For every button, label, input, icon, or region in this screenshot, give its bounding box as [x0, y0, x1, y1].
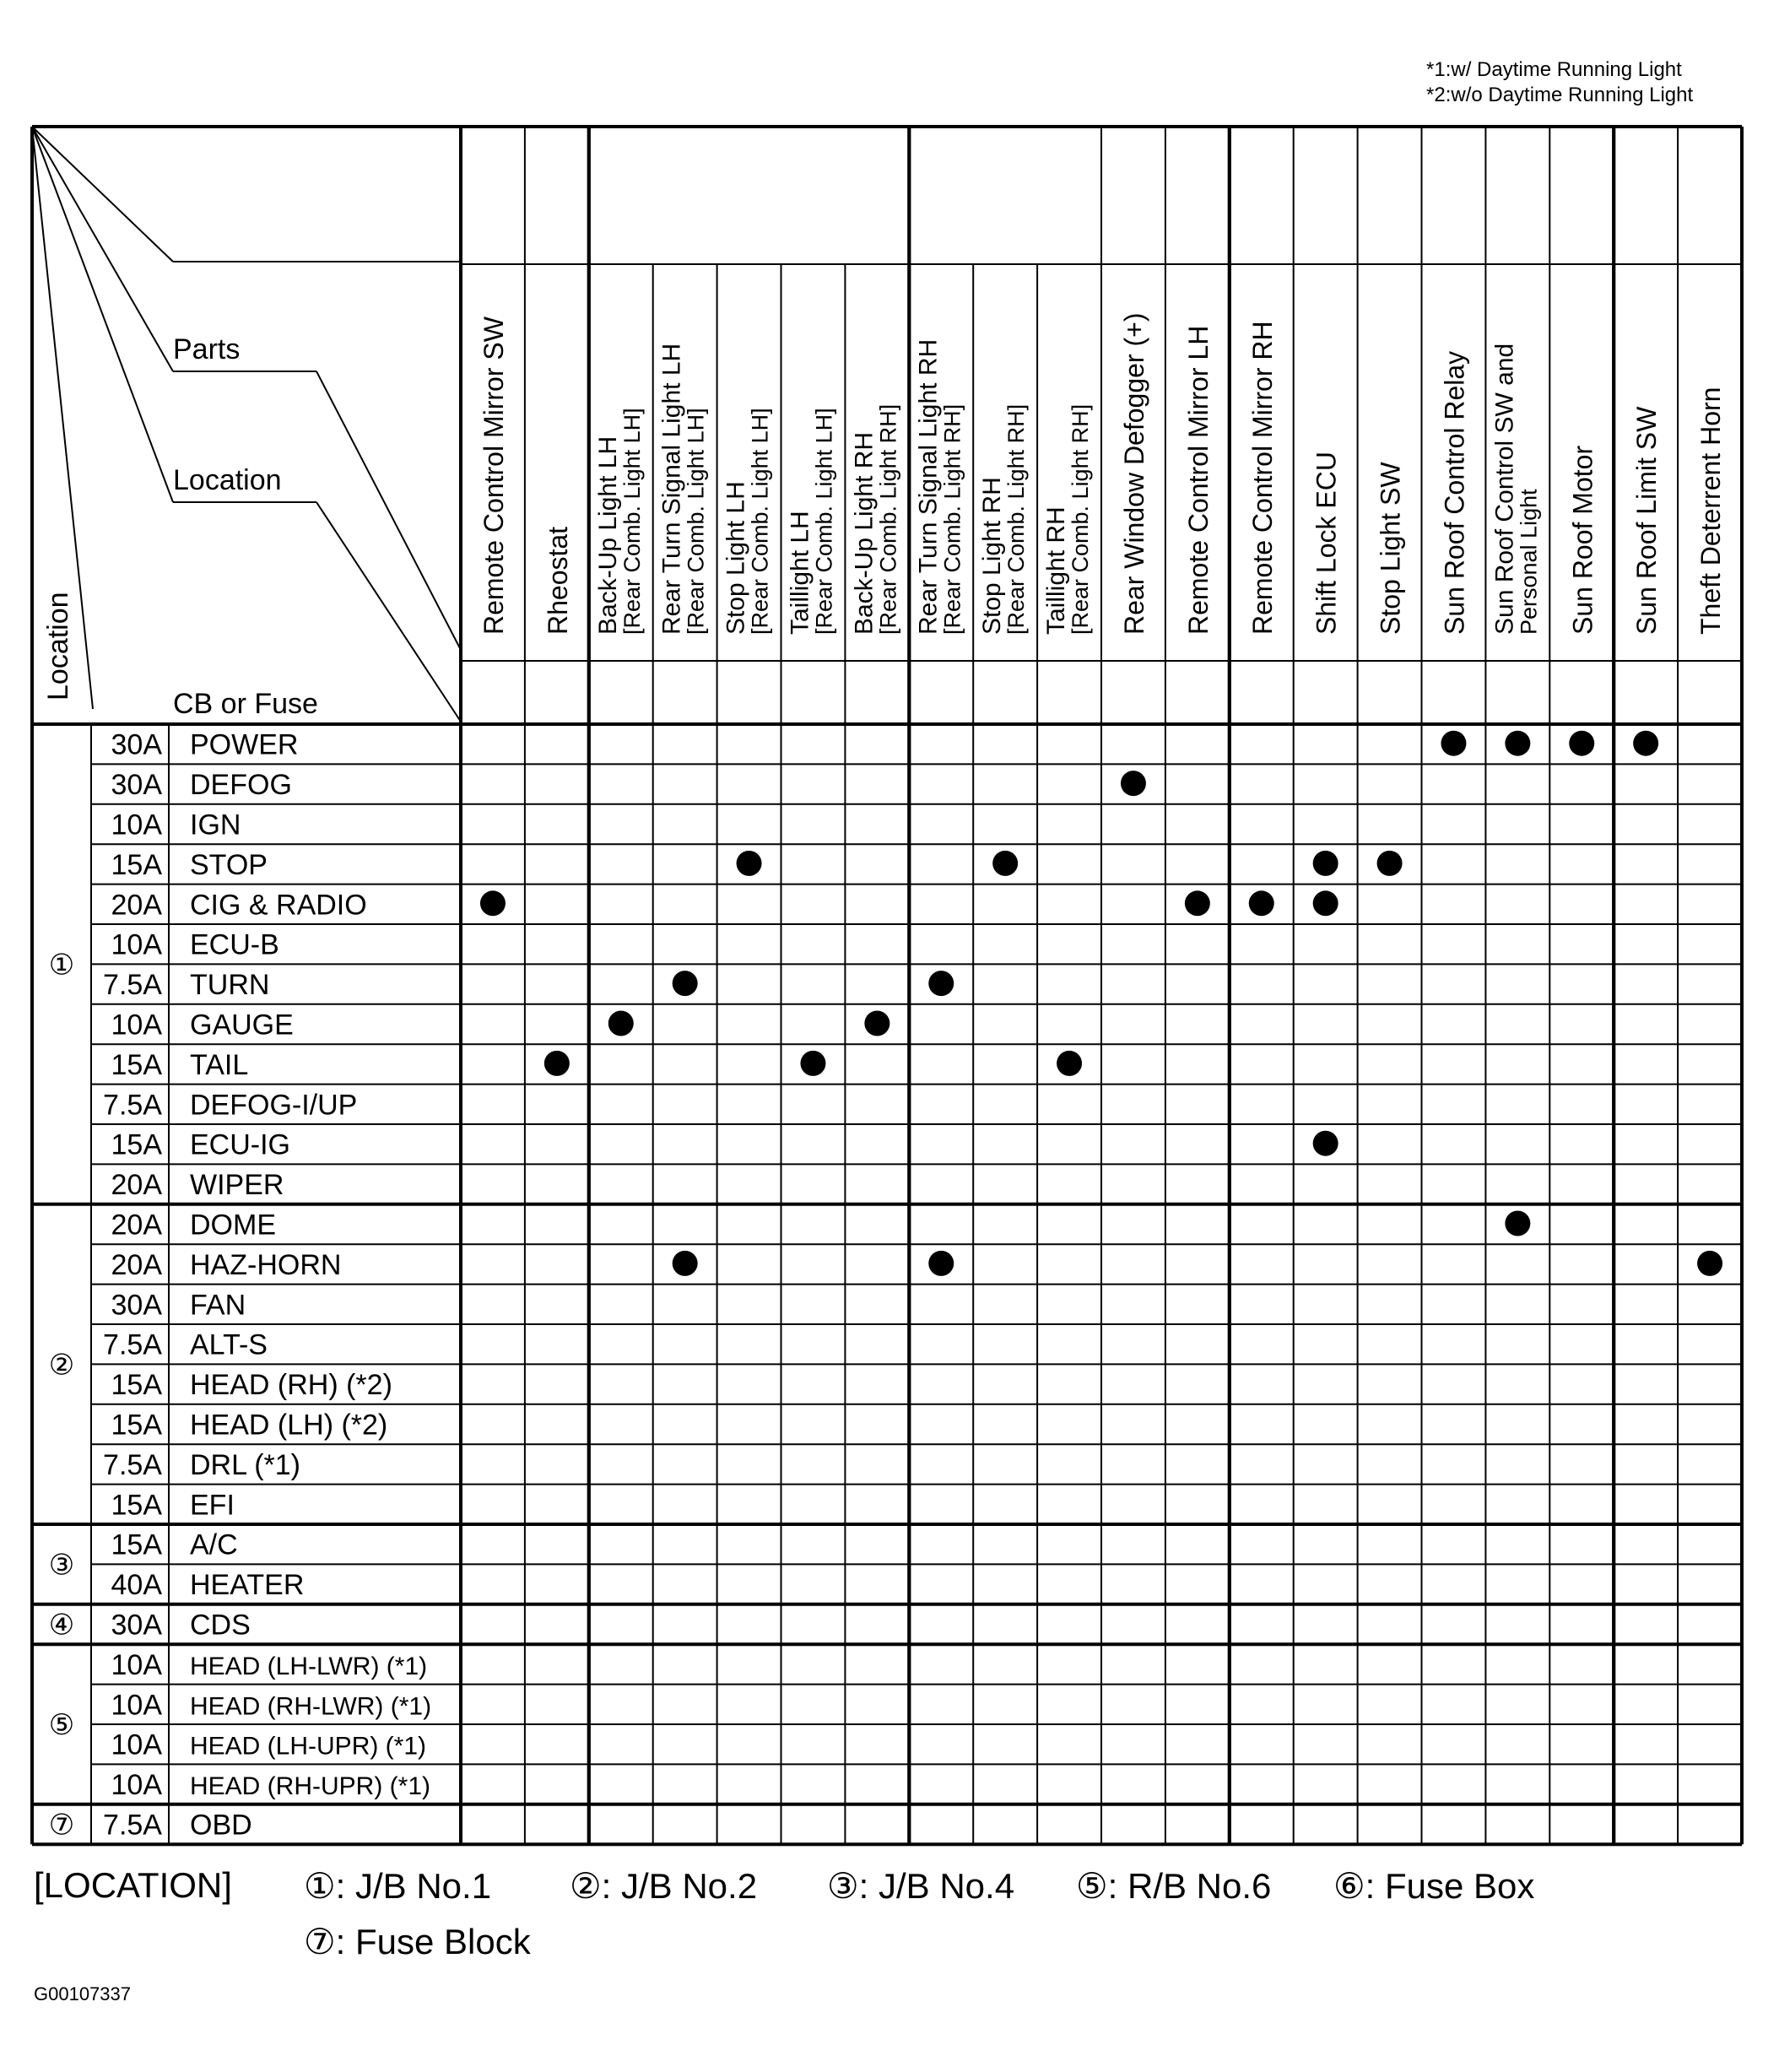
column-header-2: Back-Up Light LH	[593, 435, 622, 635]
column-header-9: Taillight RH	[1042, 506, 1071, 635]
legend-item-jb2: ②: J/B No.2	[570, 1866, 758, 1906]
connection-dot	[1377, 851, 1403, 876]
fuse-amperage: 10A	[111, 1009, 162, 1041]
fuse-name: EFI	[190, 1489, 235, 1522]
fuse-amperage: 7.5A	[103, 969, 162, 1002]
fuse-amperage: 10A	[111, 809, 162, 841]
fuse-name: HEAD (LH-UPR) (*1)	[190, 1732, 427, 1761]
fuse-name: DEFOG	[190, 769, 292, 802]
fuse-name: DOME	[190, 1209, 276, 1242]
column-header-1: Rheostat	[542, 526, 573, 635]
fuse-amperage: 30A	[111, 769, 162, 802]
fuse-amperage: 10A	[111, 1769, 162, 1802]
column-subheader-8: [Rear Comb. Light RH]	[1003, 403, 1030, 635]
location-marker: ②	[48, 1349, 75, 1382]
fuse-amperage: 10A	[111, 1648, 162, 1681]
connection-dot	[1057, 1051, 1082, 1076]
fuse-amperage: 15A	[111, 1528, 162, 1561]
fuse-amperage: 30A	[111, 728, 162, 761]
connection-dot	[1505, 731, 1530, 756]
fuse-name: DRL (*1)	[190, 1448, 300, 1481]
column-header-5: Taillight LH	[786, 511, 814, 635]
fuse-amperage: 40A	[111, 1569, 162, 1602]
column-header-17: Sun Roof Motor	[1567, 445, 1598, 635]
column-header-13: Shift Lock ECU	[1311, 452, 1342, 635]
column-subheader-9: [Rear Comb. Light RH]	[1068, 403, 1094, 635]
fuse-name: HEAD (RH-UPR) (*1)	[190, 1772, 430, 1801]
fuse-name: WIPER	[190, 1169, 284, 1202]
column-header-10: Rear Window Defogger (+)	[1118, 312, 1149, 635]
column-header-18: Sun Roof Limit SW	[1631, 406, 1663, 635]
fuse-amperage: 30A	[111, 1289, 162, 1322]
column-header-11: Remote Control Mirror LH	[1182, 325, 1214, 635]
connection-dot	[1185, 890, 1210, 916]
footnote-1: *1:w/ Daytime Running Light	[1426, 58, 1682, 81]
connection-dot	[1249, 890, 1274, 916]
legend-item-fuse-box: ⑥: Fuse Box	[1333, 1866, 1535, 1906]
column-header-12: Remote Control Mirror RH	[1246, 321, 1278, 635]
connection-dot	[480, 890, 506, 916]
column-subheader-16: Personal Light	[1516, 489, 1542, 635]
fuse-amperage: 15A	[111, 1048, 162, 1081]
fuse-name: POWER	[190, 728, 299, 761]
fuse-amperage: 10A	[111, 928, 162, 961]
connection-dot	[928, 1251, 954, 1276]
legend-item-jb1: ①: J/B No.1	[304, 1866, 492, 1906]
connection-dot	[928, 971, 954, 996]
connection-dot	[1313, 851, 1338, 876]
legend-item-fuse-block: ⑦: Fuse Block	[304, 1922, 531, 1961]
column-subheader-2: [Rear Comb. Light LH]	[619, 408, 645, 635]
fuse-name: IGN	[190, 809, 241, 841]
fuse-name: STOP	[190, 848, 268, 881]
footnote-2: *2:w/o Daytime Running Light	[1426, 84, 1694, 106]
fuse-name: HEAD (RH) (*2)	[190, 1369, 392, 1402]
column-header-6: Back-Up Light RH	[850, 431, 879, 635]
fuse-name: CDS	[190, 1609, 251, 1642]
legend-item-jb4: ③: J/B No.4	[827, 1866, 1015, 1906]
side-location-label: Location	[42, 592, 74, 701]
fuse-name: A/C	[190, 1528, 238, 1561]
column-subheader-4: [Rear Comb. Light LH]	[747, 408, 773, 635]
header-diagonal	[316, 371, 461, 650]
fuse-name: HAZ-HORN	[190, 1248, 342, 1281]
location-marker: ①	[48, 949, 75, 982]
column-header-15: Sun Roof Control Relay	[1439, 350, 1470, 635]
fuse-amperage: 10A	[111, 1689, 162, 1722]
fuse-name: HEATER	[190, 1569, 305, 1602]
fuse-amperage: 15A	[111, 848, 162, 881]
fuse-name: HEAD (LH) (*2)	[190, 1409, 388, 1442]
column-header-16: Sun Roof Control SW and	[1490, 343, 1519, 635]
location-label: Location	[173, 464, 282, 496]
connection-dot	[1505, 1211, 1530, 1236]
column-header-8: Stop Light RH	[978, 477, 1007, 635]
connection-dot	[1569, 731, 1594, 756]
fuse-amperage: 10A	[111, 1728, 162, 1761]
fuse-name: ECU-B	[190, 928, 279, 961]
legend-title: [LOCATION]	[34, 1865, 232, 1905]
connection-dot	[992, 851, 1018, 876]
fuse-name: ECU-IG	[190, 1128, 290, 1161]
fuse-name: HEAD (RH-LWR) (*1)	[190, 1692, 432, 1721]
column-header-0: Remote Control Mirror SW	[478, 316, 509, 635]
fuse-amperage: 7.5A	[103, 1809, 162, 1842]
column-subheader-5: [Rear Comb. Light LH]	[811, 408, 837, 635]
fuse-name: CIG & RADIO	[190, 889, 367, 922]
figure-id: G00107337	[34, 1983, 131, 2004]
column-header-7: Rear Turn Signal Light RH	[914, 338, 943, 635]
connection-dot	[1697, 1251, 1722, 1276]
cb-fuse-label: CB or Fuse	[173, 688, 318, 720]
connection-dot	[737, 851, 762, 876]
column-header-4: Stop Light LH	[722, 481, 750, 635]
connection-dot	[544, 1051, 570, 1076]
fuse-amperage: 20A	[111, 1209, 162, 1242]
fuse-amperage: 20A	[111, 889, 162, 922]
header-diagonal	[32, 127, 173, 502]
location-marker: ⑦	[48, 1809, 75, 1842]
fuse-amperage: 7.5A	[103, 1328, 162, 1361]
connection-dot	[1313, 1131, 1338, 1156]
column-header-14: Stop Light SW	[1375, 462, 1406, 635]
fuse-amperage: 7.5A	[103, 1448, 162, 1481]
connection-dot	[1633, 731, 1658, 756]
column-subheader-3: [Rear Comb. Light LH]	[683, 408, 709, 635]
fuse-amperage: 15A	[111, 1409, 162, 1442]
fuse-amperage: 20A	[111, 1169, 162, 1202]
connection-dot	[1313, 890, 1338, 916]
location-marker: ④	[48, 1609, 75, 1642]
column-header-3: Rear Turn Signal Light LH	[657, 343, 686, 635]
fuse-name: GAUGE	[190, 1009, 294, 1041]
fuse-amperage: 7.5A	[103, 1089, 162, 1122]
header-diagonal	[32, 127, 173, 262]
legend-item-rb6: ⑤: R/B No.6	[1076, 1866, 1272, 1906]
connection-dot	[1441, 731, 1466, 756]
fuse-amperage: 15A	[111, 1369, 162, 1402]
connection-dot	[800, 1051, 825, 1076]
fuse-name: FAN	[190, 1289, 246, 1322]
connection-dot	[673, 1251, 698, 1276]
fuse-amperage: 15A	[111, 1128, 162, 1161]
fuse-name: OBD	[190, 1809, 252, 1842]
fuse-name: TAIL	[190, 1048, 249, 1081]
connection-dot	[864, 1011, 890, 1036]
column-header-19: Theft Deterrent Horn	[1695, 387, 1727, 635]
location-marker: ⑤	[48, 1709, 75, 1741]
fuse-name: HEAD (LH-LWR) (*1)	[190, 1652, 428, 1680]
connection-dot	[673, 971, 698, 996]
column-subheader-7: [Rear Comb. Light RH]	[939, 403, 965, 635]
parts-label: Parts	[173, 333, 241, 365]
fuse-amperage: 30A	[111, 1609, 162, 1642]
fuse-name: TURN	[190, 969, 270, 1002]
location-marker: ③	[48, 1549, 75, 1582]
fuse-name: DEFOG-I/UP	[190, 1089, 358, 1122]
column-subheader-6: [Rear Comb. Light RH]	[875, 403, 901, 635]
header-diagonal	[316, 502, 461, 722]
fuse-name: ALT-S	[190, 1328, 268, 1361]
connection-dot	[1121, 771, 1146, 796]
fuse-amperage: 15A	[111, 1489, 162, 1522]
connection-dot	[608, 1011, 634, 1036]
fuse-amperage: 20A	[111, 1248, 162, 1281]
